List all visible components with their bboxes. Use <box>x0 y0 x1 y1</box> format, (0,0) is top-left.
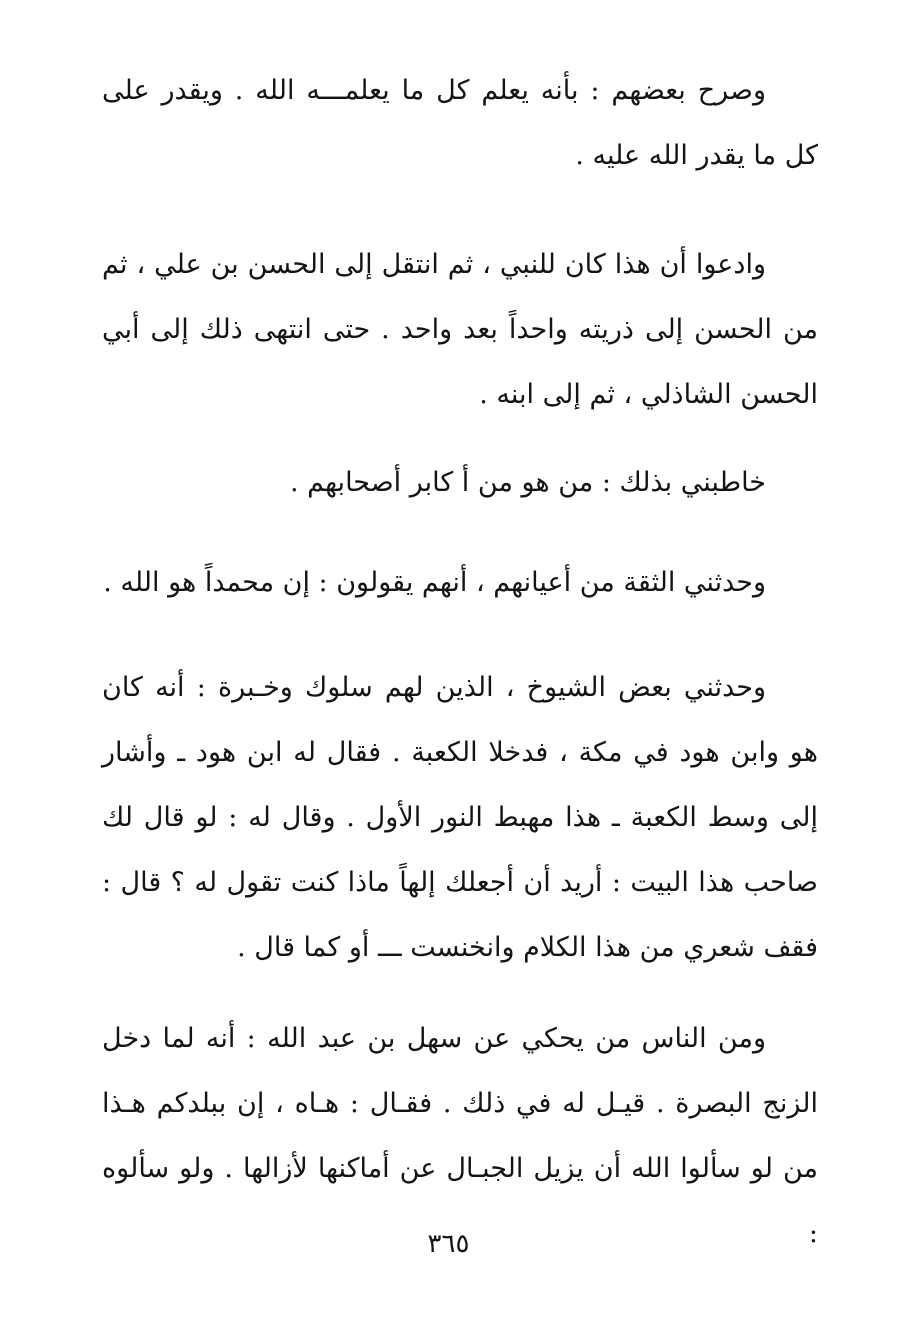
page-number: ٣٦٥ <box>427 1229 470 1259</box>
paragraph-3: خاطبني بذلك : من هو من أ كابر أصحابهم . <box>289 467 766 498</box>
paragraph-1: وصرح بعضهم : بأنه يعلم كل ما يعلمـــه الله . ويقدر على كل ما يقدر الله عليه . <box>102 75 818 171</box>
paragraph-6: ومن الناس من يحكي عن سهل بن عبد الله : أنه لما دخل الزنج البصرة . قيـل له في ذلك . فقـال : هـاه ، إن ببلدكم هـذا من لو سألوا الله أن يزيل الجبـال عن أماكنها لأزالها . ولو سألوه : <box>102 1023 818 1249</box>
paragraph-5: وحدثني بعض الشيوخ ، الذين لهم سلوك وخـبرة : أنه كان هو وابن هود في مكة ، فدخلا الكعبة . فقال له ابن هود ـ وأشار إلى وسط الكعبة ـ هذا مهبط النور الأول . وقال له : لو قال لك صاحب هذا البيت : أريد أن أجعلك إلهاً ماذا كنت تقول له ؟ قال : فقف شعري من هذا الكلام وانخنست ـــ أو كما قال . <box>102 672 818 963</box>
paragraph-4: وحدثني الثقة من أعيانهم ، أنهم يقولون : إن محمداً هو الله . <box>103 567 766 598</box>
paragraph-2: وادعوا أن هذا كان للنبي ، ثم انتقل إلى الحسن بن علي ، ثم من الحسن إلى ذريته واحداً بعد واحد . حتى انتهى ذلك إلى أبي الحسن الشاذلي ، ثم إلى ابنه . <box>102 249 818 410</box>
